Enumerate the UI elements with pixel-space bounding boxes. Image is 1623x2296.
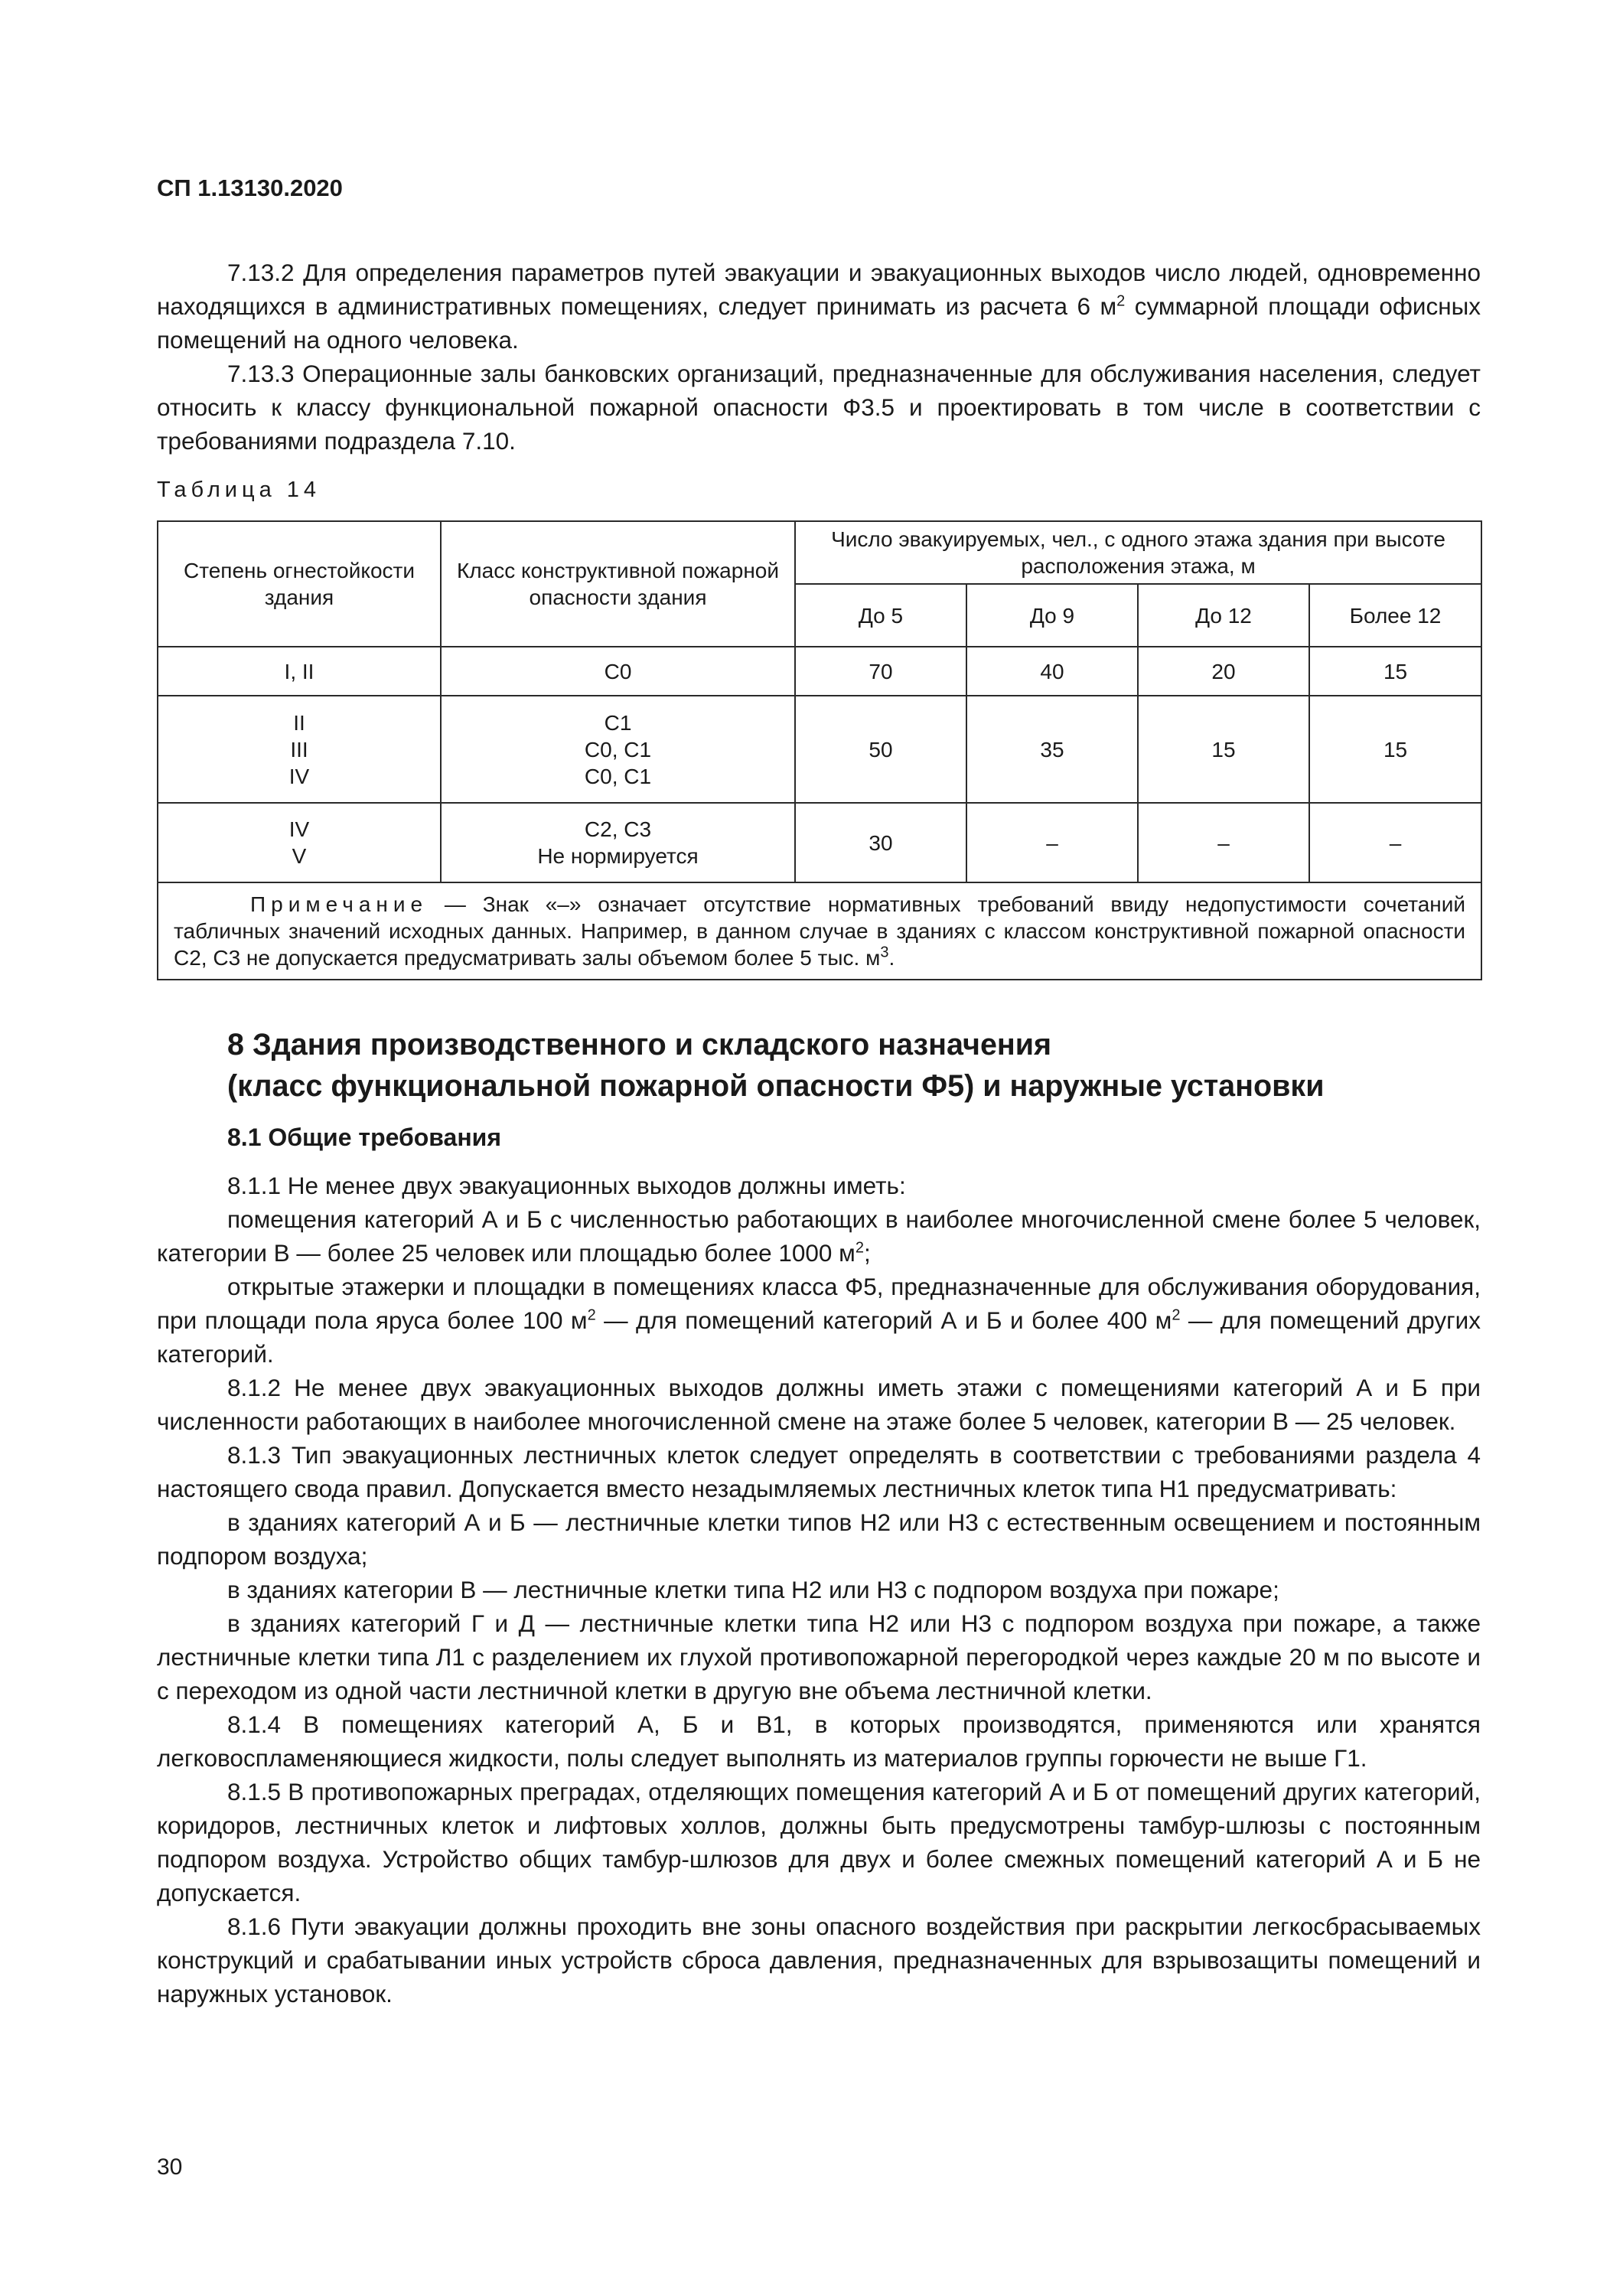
section-8-title: 8 Здания производственного и складского назначения (класс функциональной пожарной опасности Ф5) и наружные установки <box>227 1028 1325 1103</box>
subsection-8-1-title: 8.1 Общие требования <box>227 1124 502 1151</box>
paragraph-8-1-4: 8.1.4 В помещениях категорий А, Б и В1, в которых производятся, применяются или хранятся легковоспламеняющиеся жидкости, полы следует выполнять из материалов группы горючести не выше Г1. <box>157 1711 1481 1772</box>
table-row: II III IV С1 С0, С1 С0, С1 50 35 15 15 <box>158 696 1481 803</box>
header-evacuees-group: Число эвакуируемых, чел., с одного этажа здания при высоте расположения этажа, м <box>795 521 1481 584</box>
section-7-paragraphs <box>157 256 1481 458</box>
list-item: помещения категорий А и Б с численностью работающих в наиболее многочисленной смене более 5 человек, категории В — более 25 человек или площадью более 1000 $м^2$; <box>157 1205 1481 1267</box>
document-code: СП 1.13130.2020 <box>157 174 343 201</box>
list-item: в зданиях категорий Г и Д — лестничные клетки типа Н2 или Н3 с подпором воздуха при пожаре, а также лестничные клетки типа Л1 с разделением их глухой противопожарной перегородкой через каждые 20 м по высоте и с переходом из одной части лестничной клетки в другую вне объема лестничной клетки. <box>157 1609 1481 1704</box>
list-item: в зданиях категорий А и Б — лестничные клетки типов Н2 или Н3 с естественным освещением и постоянным подпором воздуха; <box>157 1508 1481 1570</box>
header-height-over-12: Более 12 <box>1309 584 1481 647</box>
header-fire-resistance: Степень огнестойкости здания <box>158 521 441 647</box>
section-8-paragraphs <box>157 1169 1481 2011</box>
paragraph-7-13-3: 7.13.3 Операционные залы банковских организаций, предназначенные для обслуживания населения, следует относить к классу функциональной пожарной опасности Ф3.5 и проектировать в том числе в соответствии с требованиями подраздела 7.10. <box>157 360 1481 455</box>
page-number: 30 <box>157 2154 183 2180</box>
paragraph-8-1-5: 8.1.5 В противопожарных преградах, отделяющих помещения категорий А и Б от помещений других категорий, коридоров, лестничных клеток и лифтовых холлов, должны быть предусмотрены тамбур-шлюзы с постоянным подпором воздуха. Устройство общих тамбур-шлюзов для двух и более смежных помещений категорий А и Б не допускается. <box>157 1778 1481 1906</box>
paragraph-8-1-3: 8.1.3 Тип эвакуационных лестничных клеток следует определять в соответствии с требованиями раздела 4 настоящего свода правил. Допускается вместо незадымляемых лестничных клеток типа Н1 предусматривать: <box>157 1441 1481 1502</box>
table-note: Примечание — Знак «–» означает отсутствие нормативных требований ввиду недопустимости сочетаний табличных значений исходных данных. Например, в данном случае в зданиях с классом конструктивной пожарной опасности С2, С3 не допускается предусматривать залы объемом более 5 тыс. $м^3$. <box>158 882 1481 980</box>
paragraph-7-13-2: 7.13.2 Для определения параметров путей эвакуации и эвакуационных выходов число людей, одновременно находящихся в административных помещениях, следует принимать из расчета 6 $м^2$ суммарной площади офисных помещений на одного человека. <box>157 259 1481 354</box>
table-note-row <box>158 882 1481 980</box>
paragraph-8-1-6: 8.1.6 Пути эвакуации должны проходить вне зоны опасного воздействия при раскрытии легкосбрасываемых конструкций и срабатывании иных устройств сброса давления, предназначенных для взрывозащиты помещений и наружных установок. <box>157 1913 1481 2007</box>
header-height-9: До 9 <box>966 584 1138 647</box>
paragraph-8-1-1: 8.1.1 Не менее двух эвакуационных выходов должны иметь: <box>227 1172 906 1199</box>
table-14 <box>157 520 1481 980</box>
list-item: открытые этажерки и площадки в помещениях класса Ф5, предназначенные для обслуживания оборудования, при площади пола яруса более 100 $м^2$ — для помещений категорий А и Б и более 400 $м^2$ — для помещений других категорий. <box>157 1273 1481 1368</box>
header-structural-class: Класс конструктивной пожарной опасности здания <box>441 521 795 647</box>
table-caption: Таблица 14 <box>157 478 321 502</box>
table-row: I, II С0 70 40 20 15 <box>158 647 1481 696</box>
table-row: IV V С2, С3 Не нормируется 30 – – – <box>158 803 1481 882</box>
list-item: в зданиях категории В — лестничные клетки типа Н2 или Н3 с подпором воздуха при пожаре; <box>227 1576 1279 1603</box>
paragraph-8-1-2: 8.1.2 Не менее двух эвакуационных выходов должны иметь этажи с помещениями категорий А и Б при численности работающих в наиболее многочисленной смене на этаже более 5 человек, категории В — 25 человек. <box>157 1374 1481 1435</box>
header-height-12: До 12 <box>1138 584 1309 647</box>
header-height-5: До 5 <box>795 584 966 647</box>
